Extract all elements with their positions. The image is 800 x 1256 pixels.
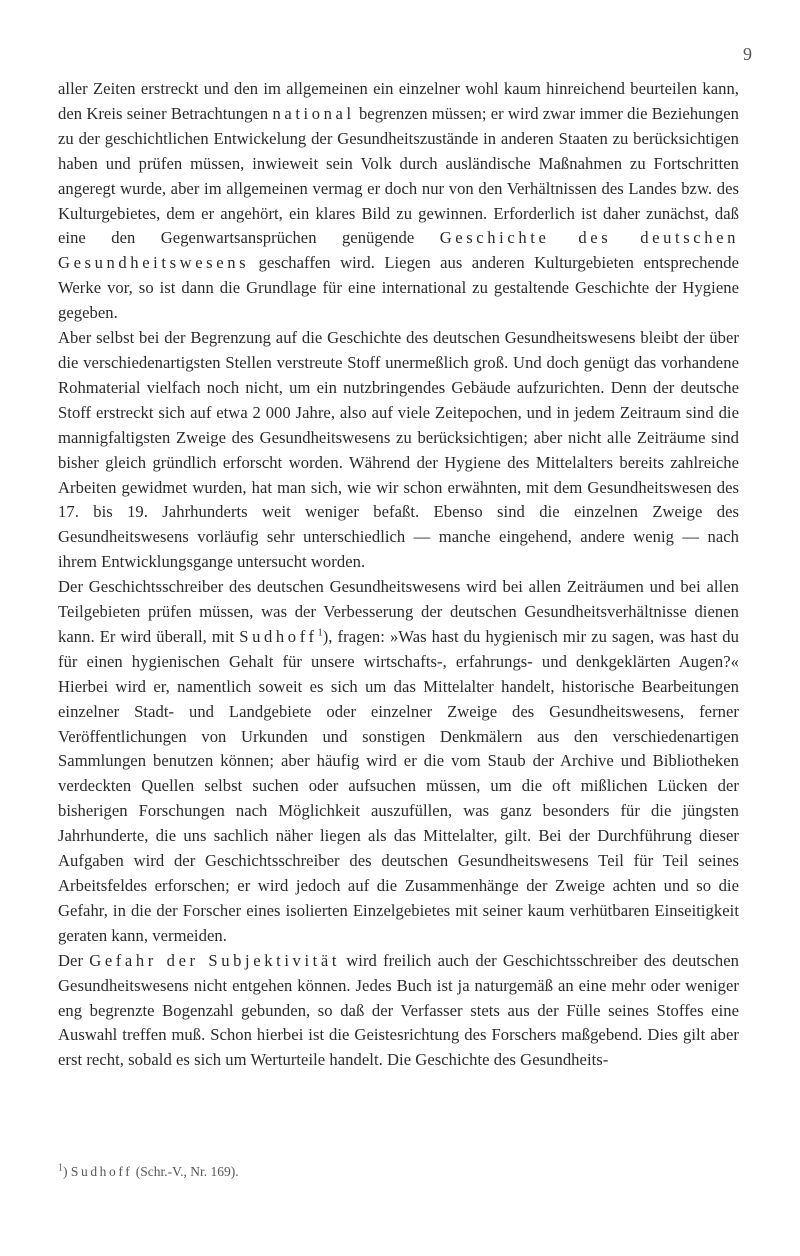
text-run: wird freilich auch der Geschichtsschreiber des deutschen Gesundheitswesens nicht entgehen können. Jedes Buch ist ja naturgemäß an eine mehr oder weniger eng begrenzte Bogenzahl gebunden, so daß der Verfasser stets aus der Fülle seines Stoffes eine Auswahl treffen muß. Schon hierbei ist die Geistesrichtung des Forschers maßgebend. Dies gilt aber erst recht, sobald es sich um Werturteile handelt. Die Geschichte des Gesundheits- bbox=[58, 950, 739, 1070]
footnote-marker: 1 bbox=[58, 1162, 63, 1174]
paragraph bbox=[58, 575, 739, 949]
page-number: 9 bbox=[743, 44, 752, 64]
body-text bbox=[58, 77, 739, 1073]
text-run: aller Zeiten erstreckt und den im allgemeinen ein einzelner wohl kaum hinreichend beurteilen kann, den Kreis seiner Betrachtungen bbox=[58, 79, 739, 123]
footnote-author: Sudhoff bbox=[70, 1164, 133, 1179]
paragraph bbox=[58, 77, 739, 326]
paragraph bbox=[58, 326, 739, 575]
emphasized-text: Gefahr der Subjektivität bbox=[89, 950, 341, 970]
footnote-reference: 1 bbox=[317, 627, 323, 639]
paragraph bbox=[58, 949, 739, 1074]
footnote-citation: (Schr.-V., Nr. 169). bbox=[135, 1164, 239, 1179]
text-run: begrenzen müssen; er wird zwar immer die Beziehungen zu der geschichtlichen Entwickelung der Gesundheitszustände in anderen Staaten zu berücksichtigen haben und prüfen müssen, inwieweit sein Volk durch ausländische Maßnahmen zu Fortschritten angeregt wurde, aber im allgemeinen vermag er doch nur von den Verhältnissen des Landes bzw. des Kulturgebietes, dem er angehört, ein klares Bild zu gewinnen. Erforderlich ist daher zunächst, daß eine den Gegenwartsansprüchen genügende bbox=[58, 103, 739, 248]
emphasized-text: Sudhoff bbox=[239, 626, 318, 646]
emphasized-text: Geschichte des deutschen Gesundheitswesens bbox=[58, 228, 739, 273]
footnote-marker-close: ) bbox=[63, 1164, 68, 1179]
text-run: ), fragen: »Was hast du hygienisch mir zu sagen, was hast du für einen hygienischen Gehalt für unsere wirtschafts-, erfahrungs- und denkgeklärten Augen?« Hierbei wird er, namentlich soweit es sich um das Mittelalter handelt, historische Bearbeitungen einzelner Stadt- und Landgebiete oder einzelner Zweige des Gesundheitswesens, ferner Veröffentlichungen von Urkunden und sonstigen Denkmälern aus den verschiedenartigen Sammlungen benutzen können; aber häufig wird er die vom Staub der Archive und Bibliotheken verdeckten Quellen selbst suchen oder aufsuchen müssen, um die oft mißlichen Lücken der bisherigen Forschungen nach Möglichkeit auszufüllen, was ganz besonders für die jüngsten Jahrhunderte, die uns sachlich näher liegen als das Mittelalter, gilt. Bei der Durchführung dieser Aufgaben wird der Geschichtsschreiber des deutschen Gesundheitswesens Teil für Teil seines Arbeitsfeldes erforschen; er wird jedoch auf die Zusammenhänge der Zweige achten und so die Gefahr, in die der Forscher eines isolierten Einzelgebietes mit seiner kaum verhütbaren Einseitigkeit geraten kann, vermeiden. bbox=[58, 626, 740, 945]
text-run: Aber selbst bei der Begrenzung auf die Geschichte des deutschen Gesundheitswesens bleibt der über die verschiedenartigsten Stellen verstreute Stoff unermeßlich groß. Und doch genügt das vorhandene Rohmaterial vielfach noch nicht, um ein nutzbringendes Gebäude aufzurichten. Denn der deutsche Stoff erstreckt sich auf etwa 2 000 Jahre, also auf viele Zeitepochen, und in jedem Zeitraum sind die mannigfaltigsten Zweige des Gesundheitswesens zu berücksichtigen; aber nicht alle Zeiträume sind bisher gleich gründlich erforscht worden. Während der Hygiene des Mittelalters bereits zahlreiche Arbeiten gewidmet wurden, hat man sich, wie wir schon erwähnten, mit dem Gesundheitswesen des 17. bis 19. Jahrhunderts weit weniger befaßt. Ebenso sind die einzelnen Zweige des Gesundheitswesens vorläufig sehr unterschiedlich — manche eingehend, andere wenig — nach ihrem Entwicklungsgange untersucht worden. bbox=[58, 328, 739, 572]
text-run: Der Geschichtsschreiber des deutschen Gesundheitswesens wird bei allen Zeiträumen und bei allen Teilgebieten prüfen müssen, was der Verbesserung der deutschen Gesundheitsverhältnisse dienen kann. Er wird überall, mit bbox=[58, 577, 739, 646]
emphasized-text: national bbox=[272, 103, 355, 123]
text-run: geschaffen wird. Liegen aus anderen Kulturgebieten entsprechende Werke vor, so ist dann die Grundlage für eine international zu gestaltende Geschichte der Hygiene gegeben. bbox=[58, 253, 739, 323]
footnote bbox=[58, 1163, 239, 1181]
text-run: Der bbox=[58, 950, 90, 970]
